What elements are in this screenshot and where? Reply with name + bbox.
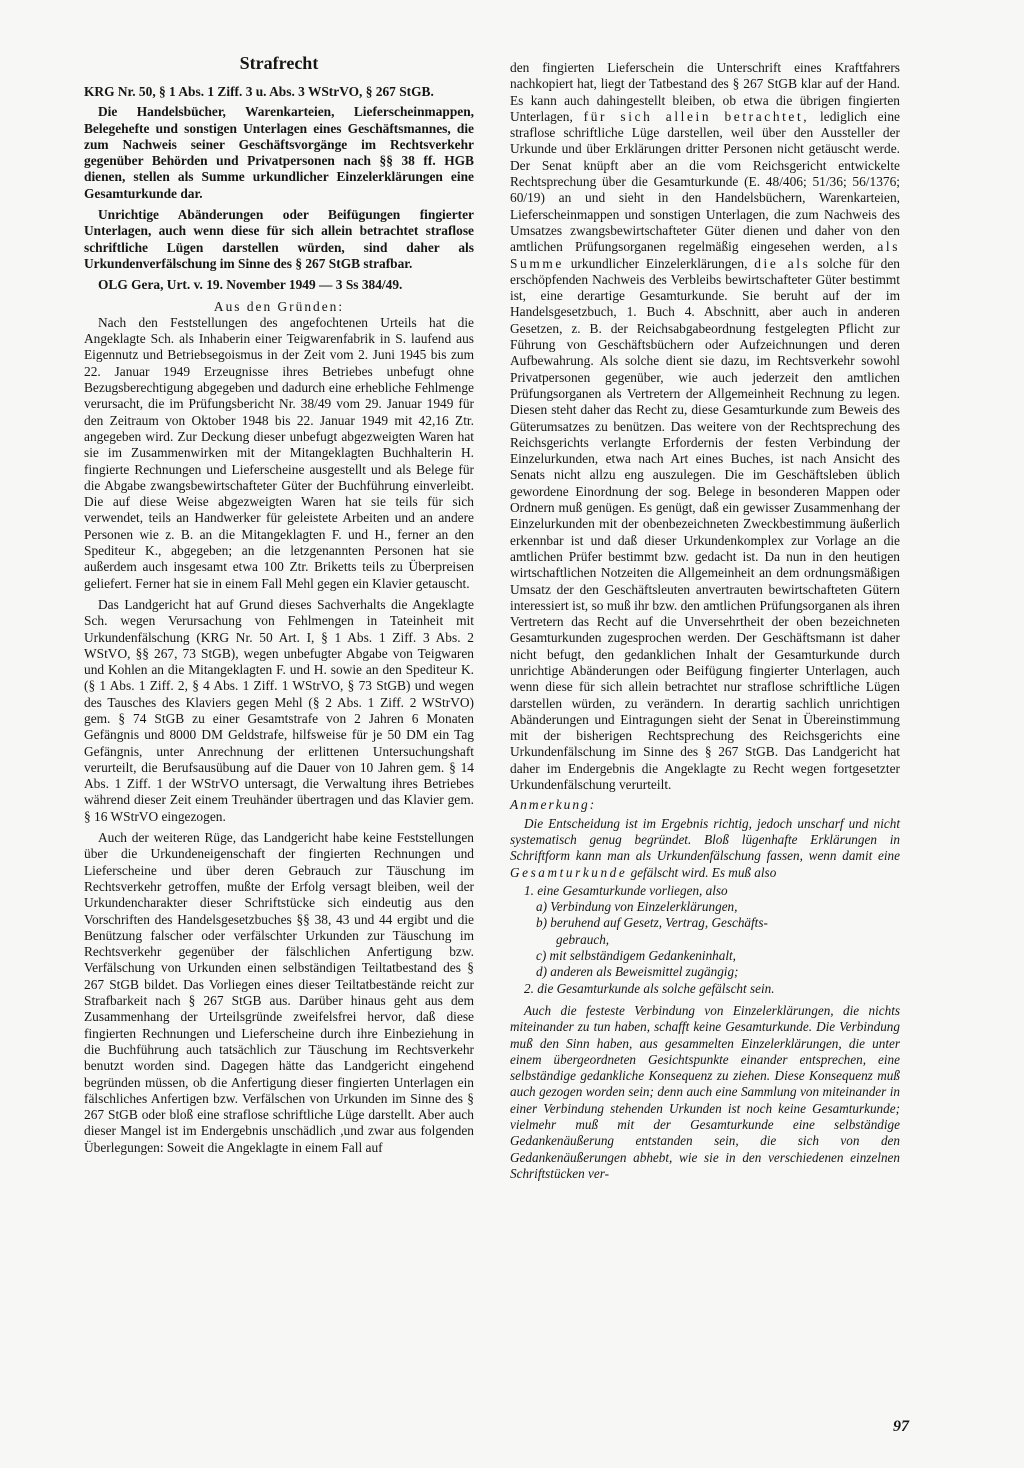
reasons-heading: Aus den Gründen: <box>213 298 345 314</box>
right-column <box>510 60 900 1184</box>
list-item: 2. die Gesamturkunde als solche gefälscht sein. <box>524 980 775 996</box>
list-item: 1. eine Gesamturkunde vorliegen, also <box>524 882 728 898</box>
body-paragraph-continued: den fingierten Lieferschein die Unterschrift eines Kraftfahrers nachkopiert hat, liegt der Tatbestand des § 267 StGB klar auf der Hand. Es kann auch dahingestellt bleiben, ob etwa die übrigen fingierten Unterlagen, für sich allein betrachtet, lediglich eine straflose schriftliche Lüge darstellen, weil über den Aussteller der Urkunde und über Erklärungen dritter Personen nicht getäuscht werde. Der Senat knüpft aber an die vom Reichsgericht entwickelte Rechtsprechung über die Gesamturkunde (E. 48/406; 51/36; 56/1376; 60/19) an und sieht in den Handelsbüchern, Warenkarteien, Lieferscheinmappen und sonstigen Unterlagen, die zum Nachweis des Umsatzes zwangsbewirtschafteter Güter dienen und daher von den amtlichen Prüfungsorganen regelmäßig eingesehen werden, als Summe urkundlicher Einzelerklärungen, die als solche für den erschöpfenden Nachweis des Verbleibs bewirtschafteter Güter bestimmt ist, eine derartige Gesamturkunde. Sie beruht auf der im Handelsgesetzbuch, 1. Buch 4. Abschnitt, aber auch in anderen Gesetzen, z. B. der Reichsabgabeordnung festgelegten Pflicht zur Führung von Geschäftsbüchern oder Aufzeichnungen und deren Aufbewahrung. Als solche dient sie dazu, im Rechtsverkehr sowohl Privatpersonen gegenüber, wie auch jederzeit den amtlichen Prüfungsorganen als Vertretern der Allgemeinheit Rechnung zu legen. Diesen steht daher das Recht zu, diese Gesamturkunde zum Beweis des Güterumsatzes zu benützen. Das weitere von der Rechtsprechung des Reichsgerichts verlangte Erfordernis der festen Verbindung der Einzelurkunden, etwa nach Art eines Buches, ist nach Ansicht des Senats nicht allzu eng auszulegen. Die im Geschäftsleben üblich gewordene Einordnung der sog. Belege in besonderen Mappen oder Ordnern muß genügen. Es genügt, daß ein gewisser Zusammenhang der Einzelurkunden mit der obenbezeichneten Zweckbestimmung äußerlich erkennbar ist und daß dieser Urkundenkomplex zur Vorlage an die amtlichen Prüfer bestimmt bzw. gedacht ist. Da nun in den heutigen wirtschaftlichen Notzeiten die Allgemeinheit an dem ordnungsmäßigen Umsatz der den Geschäftsleuten anvertrauten bewirtschafteten Gütern interessiert ist, so muß ihr bzw. den amtlichen Prüfungsorganen als ihren Vertretern das Recht auf die Unversehrtheit der oben bezeichneten Gesamturkunden zugesprochen werden. Der Geschäftsmann ist daher nicht befugt, den gedanklichen Inhalt der Gesamturkunde durch unrichtige Abänderungen oder Beifügung fingierter Unterlagen, auch wenn diese für sich allein betrachtet nur straflose schriftliche Lügen darstellen würden, zu verändern. In derartig sachlich unrichtigen Abänderungen und Eintragungen sieht der Senat in Übereinstimmung mit der bisherigen Rechtsprechung des Reichsgerichts eine Urkundenfälschung im Sinne des § 267 StGB. Das Landgericht hat daher im Endergebnis die Angeklagte zu Recht wegen fortgesetzter Urkundenfälschung verurteilt. <box>510 60 901 793</box>
headnote-2: Unrichtige Abänderungen oder Beifügungen fingierter Unterlagen, auch wenn diese für sich allein betrachtet straflose schriftliche Lügen darstellen würden, sind daher als Urkundenverfälschung im Sinne des § 267 StGB strafbar. <box>84 207 474 271</box>
court-reference: OLG Gera, Urt. v. 19. November 1949 — 3 Ss 384/49. <box>98 277 403 293</box>
body-paragraph: Auch der weiteren Rüge, das Landgericht habe keine Feststellungen über die Urkundeneigenschaft der fingierten Rechnungen und Lieferscheine und über deren Gebrauch zur Täuschung im Rechtsverkehr getroffen, mußte der Erfolg versagt bleiben, weil der Urkundencharakter dieser Schriftstücke sich eindeutig aus den Vorschriften des Handelsgesetzbuches §§ 38, 43 und 44 ergibt und die Benützung falscher oder verfälschter Urkunden zur Täuschung im Rechtsverkehr gegenüber der fälschlichen Anfertigung bzw. Verfälschung von Urkunden einen selbständigen Teiltatbestand des § 267 StGB bildet. Das Vorliegen eines dieser Teiltatbestände reicht zur Strafbarkeit nach § 267 StGB aus. Darüber hinaus geht aus dem Zusammenhang der Urteilsgründe zweifelsfrei hervor, daß diese fingierten Rechnungen und Lieferscheine durch ihre Einbeziehung in die Buchführung auch tatsächlich zur Täuschung im Rechtsverkehr benutzt worden sind. Dagegen hätte das Landgericht eingehend begründen müssen, ob die Anfertigung dieser fingierten Unterlagen ein fälschliches Anfertigen bzw. Verfälschen von Urkunden im Sinne des § 267 StGB oder bloß eine straflose schriftliche Lüge darstellt. Aber auch dieser Mangel ist im Endergebnis unschädlich ,und zwar aus folgenden Überlegungen: Soweit die Angeklagte in einem Fall auf <box>84 830 474 1155</box>
legal-citation: KRG Nr. 50, § 1 Abs. 1 Ziff. 3 u. Abs. 3 WStrVO, § 267 StGB. <box>84 84 434 99</box>
body-paragraph: Nach den Feststellungen des angefochtenen Urteils hat die Angeklagte Sch. als Inhaberin einer Teigwarenfabrik in S. laufend aus Eigennutz und Betriebsegoismus in der Zeit vom 2. Juni 1945 bis zum 22. Januar 1949 Erzeugnisse ihres Betriebes unbefugt ohne Bezugsberechtigung abgegeben und dadurch eine erhebliche Fehlmenge verursacht, die im Prüfungsbericht Nr. 38/49 vom 29. Januar 1949 für den Zeitraum von Oktober 1948 bis 22. Januar 1949 mit 42,16 Ztr. angegeben wird. Zur Deckung dieser unbefugt abgezweigten Waren hat sie im Zusammenwirken mit der Mitangeklagten Buchhalterin H. fingierte Rechnungen und Lieferscheine ausgestellt und als Belege für die Abgabe zwangsbewirtschafteter Güter der Buchführung einverleibt. Die auf diese Weise abgezweigten Waren hat sie teils für sich verwendet, teils an Handwerker für geleistete Arbeiten und an andere Personen wie z. B. an die Mitangeklagten F. und H., ferner an den Spediteur K., abgegeben; an die letzgenannten Personen hat sie außerdem auch insgesamt etwa 100 Ztr. Briketts teils zu Überpreisen geliefert. Ferner hat sie in einem Fall Mehl gegen ein Klavier getauscht. <box>84 314 474 591</box>
left-column <box>84 52 474 1156</box>
headnote-1: Die Handelsbücher, Warenkarteien, Lieferscheinmappen, Belegehefte und sonstigen Unterlagen eines Geschäftsmannes, die zum Nachweis seiner Geschäftsvorgänge im Rechtsverkehr gegenüber Behörden und Privatpersonen nach §§ 38 ff. HGB dienen, stellen als Summe urkundlicher Einzelerklärungen eine Gesamturkunde dar. <box>84 104 474 201</box>
requirements-list <box>510 883 900 997</box>
list-item: c) mit selbständigem Gedankeninhalt, <box>536 948 736 964</box>
list-item: d) anderen als Beweismittel zugängig; <box>536 964 739 980</box>
section-heading: Strafrecht <box>239 53 319 73</box>
list-item: b) beruhend auf Gesetz, Vertrag, Geschäfts- <box>536 915 768 931</box>
note-heading: Anmerkung: <box>510 797 597 813</box>
body-paragraph: Das Landgericht hat auf Grund dieses Sachverhalts die Angeklagte Sch. wegen Verursachung von Fehlmengen in Tateinheit mit Urkundenfälschung (KRG Nr. 50 Art. I, § 1 Abs. 1 Ziff. 3 Abs. 2 WStVO, §§ 267, 73 StGB), wegen unbefugter Abgabe von Teigwaren und Kohlen an die Mitangeklagten F. und H. sowie an den Spediteur K. (§ 1 Abs. 1 Ziff. 2, § 4 Abs. 1 Ziff. 1 WStrVO, § 73 StGB) und wegen des Tausches des Klaviers gegen Mehl (§ 2 Abs. 1 Ziff. 2 WStrVO) gem. § 74 StGB zu einer Gesamtstrafe von 2 Jahren 6 Monaten Gefängnis und 8000 DM Geldstrafe, hilfsweise für je 50 DM ein Tag Gefängnis, unter Anrechnung der erlittenen Untersuchungshaft verurteilt, die Berufsausübung auf die Dauer von 10 Jahren gem. § 14 Abs. 1 Ziff. 1 der WStrVO untersagt, die Verwaltung ihres Betriebes während dieser Zeit einem Treuhänder übertragen und das Klavier gem. § 16 WStrVO eingezogen. <box>84 596 474 824</box>
annotation <box>510 816 900 1183</box>
note-paragraph: Auch die festeste Verbindung von Einzelerklärungen, die nichts miteinander zu tun haben, schafft keine Gesamturkunde. Die Verbindung muß den Sinn haben, aus gesammelten Einzelerklärungen, die unter einem übergeordneten Gesichtspunkte einander entsprechen, eine selbständige gedankliche Konsequenz zu ziehen. Diese Konsequenz muß auch gezogen worden sein; denn auch eine Sammlung von miteinander in einer Verbindung stehenden Urkunden ist noch keine Gesamturkunde; vielmehr muß mit der Gesamturkunde eine selbständige Gedankenäußerung entstanden sein, die sich von den Gedankenäußerungen abhebt, wie sie in den verschiedenen einzelnen Schriftstücken ver- <box>510 1002 900 1181</box>
list-item: gebrauch, <box>556 931 610 947</box>
note-paragraph: Die Entscheidung ist im Ergebnis richtig, jedoch unscharf und nicht systematisch genug begründet. Bloß lügenhafte Erklärungen in Schriftform kann man als Urkundenfälschung fassen, wenn damit eine Gesamturkunde gefälscht wird. Es muß also <box>510 815 900 880</box>
page-number: 97 <box>893 1418 909 1435</box>
list-item: a) Verbindung von Einzelerklärungen, <box>536 899 738 915</box>
